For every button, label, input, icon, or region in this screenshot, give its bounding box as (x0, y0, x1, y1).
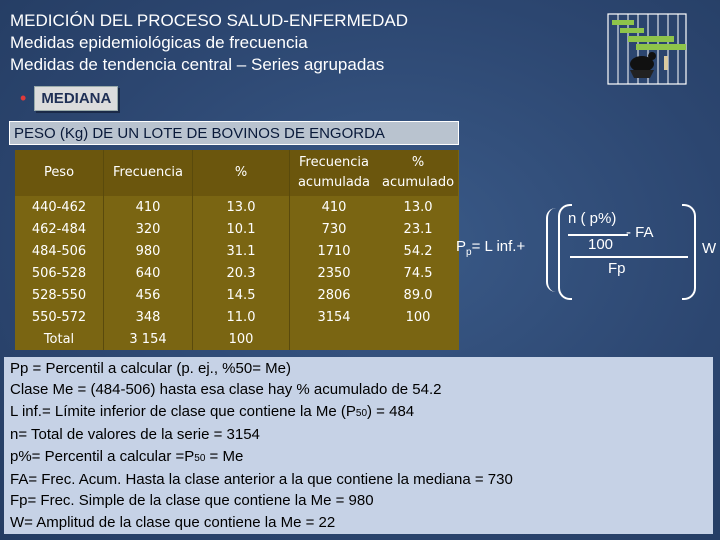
cell-pct: 14.5 (193, 284, 290, 306)
page-title: MEDICIÓN DEL PROCESO SALUD-ENFERMEDAD (10, 11, 408, 30)
table-row (15, 284, 458, 306)
cell-total-pct: 100 (193, 328, 290, 350)
table-total-row (15, 328, 458, 350)
header-frecuencia: Frecuencia (104, 150, 193, 196)
header-pct-acum-line2: acumulado (382, 175, 455, 190)
cell-frecuencia: 320 (104, 218, 193, 240)
left-paren (546, 208, 556, 292)
cell-empty (290, 328, 379, 350)
mediana-bullet (20, 86, 118, 111)
table-row (15, 240, 458, 262)
cell-frec-acum: 3154 (317, 309, 351, 325)
mediana-label: MEDIANA (34, 86, 118, 111)
outer-fraction-line (570, 256, 688, 258)
note-line (10, 401, 707, 424)
cell-pct-acum: 23.1 (403, 221, 433, 237)
cell-peso: 506-528 (15, 262, 104, 284)
note-line: n= Total de valores de la serie = 3154 (10, 426, 260, 444)
note-line: Fp= Frec. Simple de la clase que contiene la Me = 980 (10, 492, 374, 510)
cell-frec-acum: 730 (321, 221, 347, 237)
cell-total-label: Total (15, 328, 104, 350)
page-subtitle-2: Medidas de tendencia central – Series agrupadas (10, 55, 385, 74)
formula-lhs (456, 238, 525, 258)
header-frec-acum-line1: Frecuencia (299, 155, 369, 170)
cell-total-frecuencia: 3 154 (104, 328, 193, 350)
cell-peso: 528-550 (15, 284, 104, 306)
cell-peso: 440-462 (15, 196, 104, 218)
cell-pct-acum: 54.2 (403, 243, 433, 259)
header-frec-acum-line2: acumulada (297, 175, 371, 190)
cell-pct-acum: 100 (405, 309, 431, 325)
definitions-box (4, 357, 713, 534)
cell-frecuencia: 456 (104, 284, 193, 306)
formula-w: W (702, 240, 717, 257)
formula-lhs-rest: = L inf.+ (471, 238, 526, 255)
cell-peso: 550-572 (15, 306, 104, 328)
formula-p: P (456, 238, 467, 255)
header-frec-acum (290, 150, 379, 196)
table-row (15, 306, 458, 328)
cell-frec-acum: 1710 (317, 243, 351, 259)
cell-frec-acum: 2806 (317, 287, 351, 303)
note-subscript: 50 (355, 407, 368, 419)
table-row (15, 218, 458, 240)
cell-frecuencia: 410 (104, 196, 193, 218)
cell-frecuencia: 640 (104, 262, 193, 284)
header-pct: % (193, 150, 290, 196)
note-text: = Me (205, 447, 244, 465)
note-line (10, 446, 707, 469)
cell-pct: 11.0 (193, 306, 290, 328)
formula-fp: Fp (608, 260, 626, 277)
page-subtitle-1: Medidas epidemiológicas de frecuencia (10, 33, 308, 52)
formula-np: n ( p%) (568, 210, 617, 227)
formula-p-sub: p (466, 247, 472, 258)
cell-frec-acum: 410 (321, 199, 347, 215)
table-row (15, 196, 458, 218)
table-caption: PESO (Kg) DE UN LOTE DE BOVINOS DE ENGORDA (9, 121, 459, 145)
cell-pct-acum: 13.0 (403, 199, 433, 215)
table-row (15, 262, 458, 284)
note-line: FA= Frec. Acum. Hasta la clase anterior a la que contiene la mediana = 730 (10, 471, 513, 489)
note-text: p%= Percentil a calcular =P (10, 447, 195, 465)
cell-frec-acum: 2350 (317, 265, 351, 281)
scale-illustration-icon (606, 12, 690, 88)
cell-peso: 462-484 (15, 218, 104, 240)
cell-pct-acum: 89.0 (403, 287, 433, 303)
table-header-row (15, 150, 458, 196)
title-block (10, 10, 408, 76)
cell-pct-acum: 74.5 (403, 265, 433, 281)
cell-frecuencia: 348 (104, 306, 193, 328)
cell-peso: 484-506 (15, 240, 104, 262)
formula-fa: - FA (626, 224, 654, 241)
header-pct-acum-line1: % (411, 155, 425, 170)
formula-100: 100 (588, 236, 614, 253)
note-text: ) = 484 (367, 402, 415, 420)
note-line: Pp = Percentil a calcular (p. ej., %50= Me) (10, 360, 291, 377)
bullet-dot-icon: • (20, 88, 27, 108)
note-subscript: 50 (194, 452, 206, 464)
note-line: W= Amplitud de la clase que contiene la Me = 22 (10, 513, 336, 531)
cell-pct: 10.1 (193, 218, 290, 240)
header-peso: Peso (15, 150, 104, 196)
header-pct-acum (378, 150, 458, 196)
cell-frecuencia: 980 (104, 240, 193, 262)
cell-pct: 13.0 (193, 196, 290, 218)
note-line: Clase Me = (484-506) hasta esa clase hay % acumulado de 54.2 (10, 381, 442, 399)
cell-empty (378, 328, 458, 350)
cell-pct: 31.1 (193, 240, 290, 262)
cell-pct: 20.3 (193, 262, 290, 284)
right-brace (682, 204, 696, 300)
note-text: L inf.= Límite inferior de clase que contiene la Me (P (10, 402, 356, 420)
median-formula (450, 190, 720, 300)
frequency-table (15, 150, 459, 350)
